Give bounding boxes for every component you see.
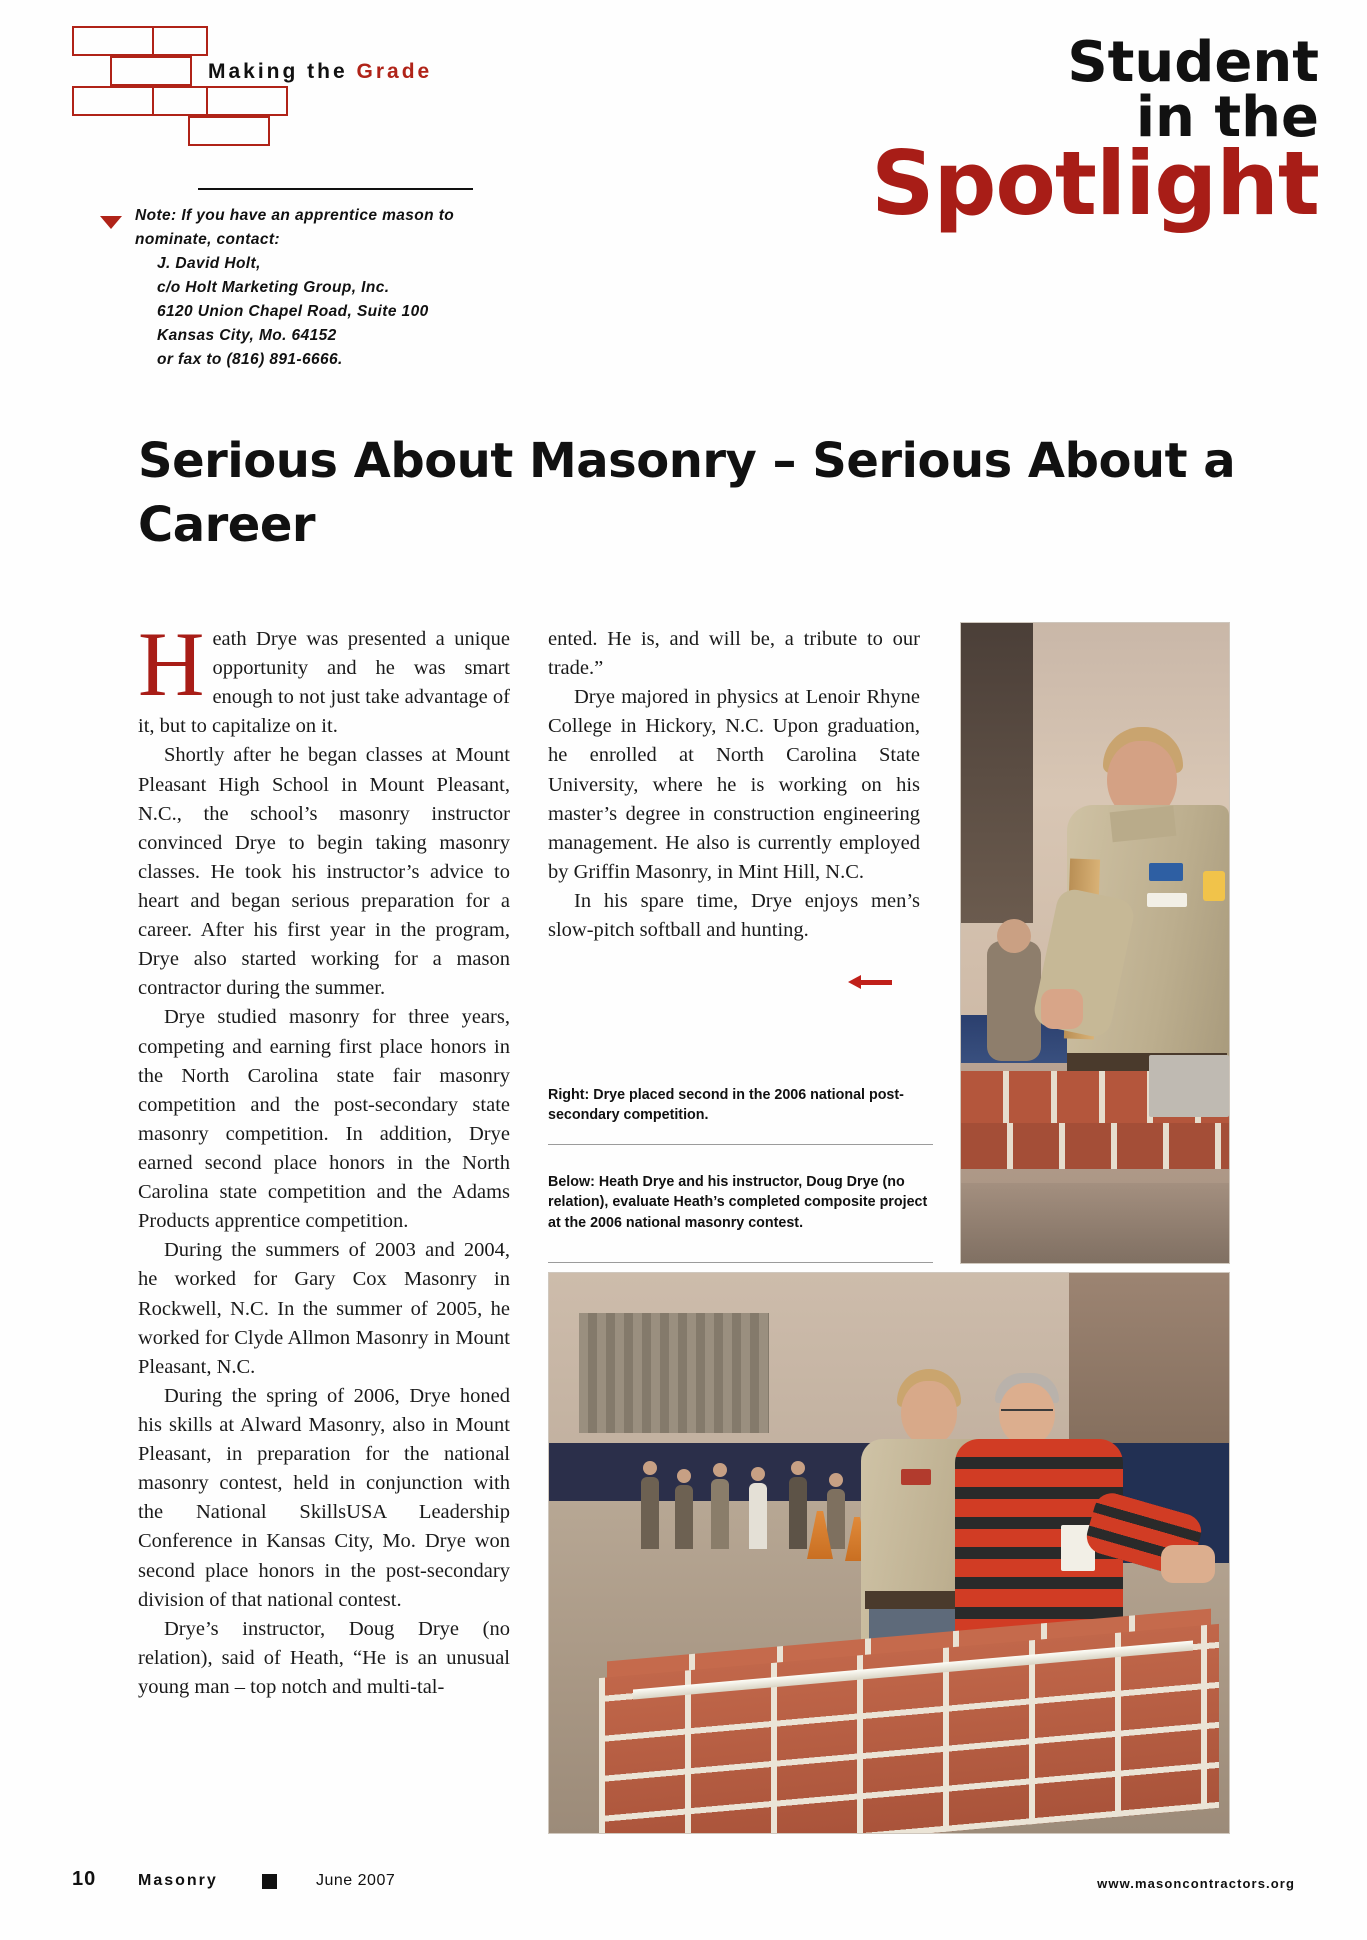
caption-divider	[548, 1144, 933, 1145]
paragraph	[138, 1003, 510, 1236]
paragraph	[138, 1382, 510, 1615]
title-line-3: Spotlight	[871, 132, 1319, 236]
paragraph	[138, 1236, 510, 1382]
paragraph-text: In his spare time, Drye enjoys men’s slow-pitch softball and hunting.	[548, 889, 920, 942]
paragraph	[548, 683, 920, 887]
caption-right: Right: Drye placed second in the 2006 national post-secondary competition.	[548, 1087, 904, 1124]
paragraph	[138, 1615, 510, 1702]
footer-website-url: www.masoncontractors.org	[1097, 1876, 1295, 1891]
photo-project-evaluation	[548, 1272, 1230, 1834]
paragraph-text: Shortly after he began classes at Mount Pleasant High School in Mount Pleasant, N.C., the school’s masonry instructor convinced Drye to begin taking masonry classes. He took his instructor’s advice to heart and began serious preparation for a career. After his first year in the program, Drye also started working for a mason contractor during the summer.	[138, 744, 510, 1000]
note-line-4: c/o Holt Marketing Group, Inc.	[157, 279, 390, 297]
paragraph-text: Drye studied masonry for three years, competing and earning first place honors in the North Carolina state fair masonry competition and the post-secondary state masonry competition. In addition, Drye earned second place honors in the North Carolina state competition and the Adams Products apprentice competition.	[138, 1006, 510, 1233]
note-line-1: If you have an apprentice mason to	[176, 207, 455, 224]
page-title	[599, 30, 1319, 236]
kicker-accent: Grade	[356, 60, 433, 83]
footer-square-icon	[262, 1874, 277, 1889]
paragraph-text: Drye majored in physics at Lenoir Rhyne College in Hickory, N.C. Upon graduation, he enrolled at North Carolina State University, where he is working on his master’s degree in construction engineering management. He also is currently employed by Griffin Masonry, in Mint Hill, N.C.	[548, 686, 920, 883]
article-column-middle	[548, 625, 920, 945]
paragraph	[548, 887, 920, 945]
note-line-5: 6120 Union Chapel Road, Suite 100	[157, 303, 429, 321]
paragraph	[138, 741, 510, 1003]
brick-logo	[72, 26, 362, 146]
end-of-article-arrow-icon	[848, 975, 892, 989]
footer-page-number: 10	[72, 1868, 97, 1890]
paragraph	[548, 625, 920, 683]
note-line-7: or fax to (816) 891-6666.	[157, 351, 343, 369]
paragraph-text: ented. He is, and will be, a tribute to our trade.”	[548, 628, 920, 680]
drop-cap: H	[138, 613, 205, 715]
title-line-1: Student	[1067, 30, 1319, 95]
article-column-left	[138, 613, 510, 1702]
section-kicker	[208, 60, 432, 84]
paragraph-text: During the summers of 2003 and 2004, he worked for Gary Cox Masonry in Rockwell, N.C. In the summer of 2005, he worked for Clyde Allmon Masonry in Mount Pleasant, N.C.	[138, 1239, 510, 1378]
title-line-2: in the	[1135, 85, 1319, 151]
note-arrow-icon	[100, 216, 122, 229]
footer-magazine-name: Masonry	[138, 1872, 218, 1889]
caption-divider	[548, 1262, 933, 1263]
article-headline: Serious About Masonry – Serious About a Career	[138, 433, 1236, 553]
paragraph-text: Drye’s instructor, Doug Drye (no relation), said of Heath, “He is an unusual young man – top notch and multi-tal-	[138, 1617, 510, 1698]
photo-competition-mason	[960, 622, 1230, 1264]
note-label: Note:	[135, 207, 177, 224]
paragraph	[138, 613, 510, 741]
nomination-note	[135, 204, 555, 372]
note-line-3: J. David Holt,	[157, 255, 261, 273]
paragraph-text: During the spring of 2006, Drye honed his skills at Alward Masonry, also in Mount Pleasant, in preparation for the national masonry contest, held in conjunction with the National SkillsUSA Leadership Conference in Kansas City, Mo. Drye won second place honors in the post-secondary division of that national contest.	[138, 1384, 510, 1611]
note-line-2: nominate, contact:	[135, 231, 280, 249]
paragraph-text: eath Drye was presented a unique opportunity and he was smart enough to not just take advantage of it, but to capitalize on it.	[138, 628, 510, 738]
note-line-6: Kansas City, Mo. 64152	[157, 327, 337, 345]
note-divider	[198, 188, 473, 190]
caption-below: Below: Heath Drye and his instructor, Doug Drye (no relation), evaluate Heath’s completed composite project at the 2006 national masonry contest.	[548, 1174, 928, 1231]
footer-issue-date: June 2007	[316, 1872, 396, 1889]
kicker-plain: Making the	[208, 60, 357, 83]
